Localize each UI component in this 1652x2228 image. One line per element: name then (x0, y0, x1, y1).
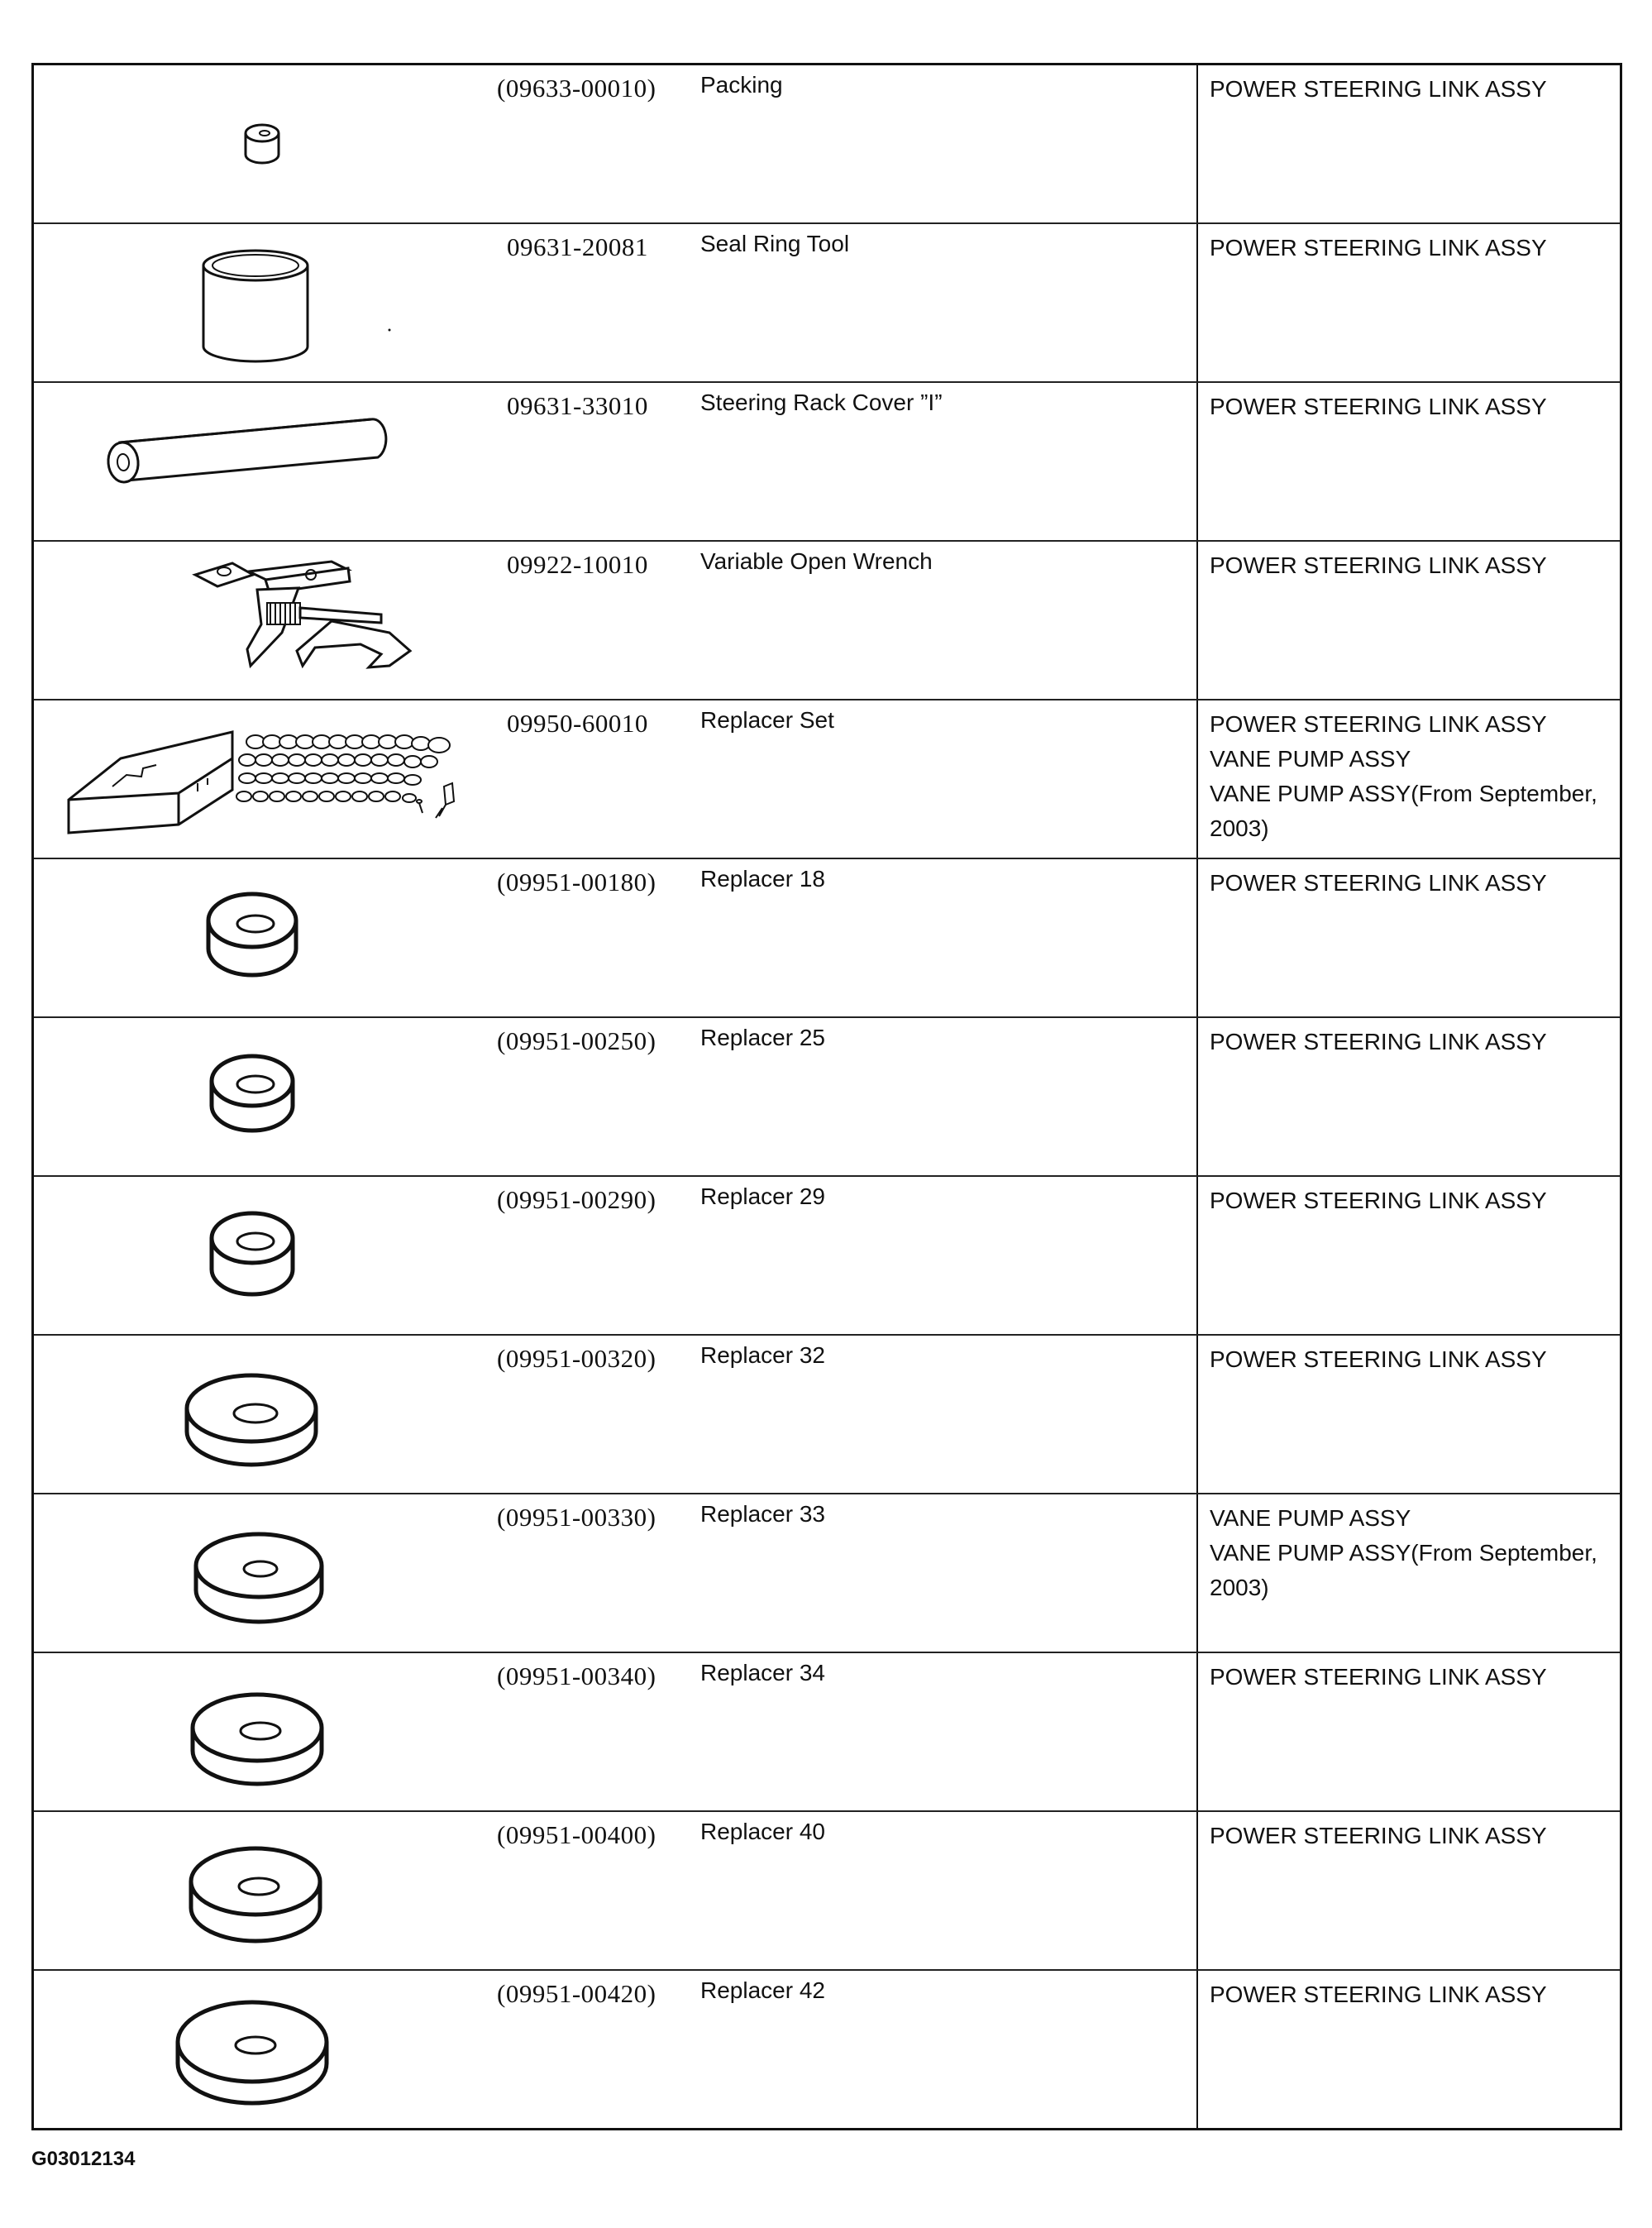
part-number: (09633-00010) (497, 74, 657, 103)
application-list (1210, 1660, 1615, 1695)
application-item: POWER STEERING LINK ASSY (1210, 1029, 1547, 1054)
part-number: 09950-60010 (507, 709, 648, 738)
replacer-ring-icon (34, 1653, 480, 1812)
application-item: POWER STEERING LINK ASSY (1210, 76, 1547, 102)
application-list (1210, 1342, 1615, 1377)
application-list (1210, 866, 1615, 901)
part-number: (09951-00420) (497, 1979, 657, 2008)
replacer-ring-icon (34, 1177, 480, 1336)
application-list (1210, 1025, 1615, 1059)
part-number: (09951-00250) (497, 1026, 657, 1055)
table-row (34, 700, 1620, 859)
table-row (34, 1971, 1620, 2128)
application-item: POWER STEERING LINK ASSY (1210, 1188, 1547, 1213)
application-item: POWER STEERING LINK ASSY (1210, 394, 1547, 419)
application-list (1210, 707, 1615, 846)
tool-name: Replacer 29 (700, 1183, 825, 1209)
table-row (34, 383, 1620, 542)
application-list (1210, 72, 1615, 107)
tool-name: Seal Ring Tool (700, 231, 850, 256)
part-number: (09951-00340) (497, 1661, 657, 1690)
table-row (34, 1018, 1620, 1177)
application-list (1210, 1977, 1615, 2012)
application-item: POWER STEERING LINK ASSY (1210, 1982, 1547, 2007)
replacer-set-icon (34, 700, 480, 859)
tool-name: Replacer 42 (700, 1977, 825, 2003)
application-item: POWER STEERING LINK ASSY (1210, 235, 1547, 261)
packing-icon (34, 65, 480, 224)
application-item: VANE PUMP ASSY (1210, 1505, 1411, 1531)
tool-name: Replacer Set (700, 707, 834, 733)
part-number: (09951-00330) (497, 1503, 657, 1532)
replacer-ring-icon (34, 1971, 480, 2130)
variable-open-wrench-icon (34, 542, 480, 700)
application-item: POWER STEERING LINK ASSY (1210, 1346, 1547, 1372)
table-row (34, 1494, 1620, 1653)
table-row (34, 1336, 1620, 1494)
seal-ring-tool-icon (34, 224, 480, 383)
tool-name: Replacer 40 (700, 1819, 825, 1844)
application-item: POWER STEERING LINK ASSY (1210, 1823, 1547, 1848)
tool-name: Replacer 34 (700, 1660, 825, 1685)
replacer-ring-icon (34, 1812, 480, 1971)
application-list (1210, 548, 1615, 583)
application-list (1210, 390, 1615, 424)
application-list (1210, 1501, 1615, 1605)
application-item: POWER STEERING LINK ASSY (1210, 1664, 1547, 1690)
tool-name: Replacer 25 (700, 1025, 825, 1050)
tool-name: Steering Rack Cover ”I” (700, 390, 943, 415)
application-item: POWER STEERING LINK ASSY (1210, 552, 1547, 578)
table-row (34, 1653, 1620, 1812)
replacer-ring-icon (34, 1494, 480, 1653)
table-row (34, 224, 1620, 383)
replacer-ring-icon (34, 1018, 480, 1177)
tool-name: Replacer 32 (700, 1342, 825, 1368)
part-number: 09922-10010 (507, 550, 648, 579)
part-number: 09631-20081 (507, 232, 648, 261)
application-list (1210, 1183, 1615, 1218)
tool-name: Variable Open Wrench (700, 548, 933, 574)
tool-name: Packing (700, 72, 783, 98)
tool-name: Replacer 33 (700, 1501, 825, 1527)
application-item: POWER STEERING LINK ASSY (1210, 870, 1547, 896)
special-service-tools-table (31, 63, 1622, 2130)
application-list (1210, 1819, 1615, 1853)
table-row (34, 65, 1620, 224)
part-number: (09951-00320) (497, 1344, 657, 1373)
application-item: POWER STEERING LINK ASSY (1210, 711, 1547, 737)
figure-id: G03012134 (31, 2148, 136, 2170)
table-row (34, 859, 1620, 1018)
part-number: (09951-00180) (497, 868, 657, 896)
replacer-ring-icon (34, 1336, 480, 1494)
part-number: (09951-00400) (497, 1820, 657, 1849)
application-item: VANE PUMP ASSY (1210, 746, 1411, 772)
application-item: VANE PUMP ASSY(From September, 2003) (1210, 781, 1597, 841)
table-row (34, 1177, 1620, 1336)
tool-name: Replacer 18 (700, 866, 825, 892)
table-row (34, 1812, 1620, 1971)
part-number: 09631-33010 (507, 391, 648, 420)
replacer-ring-icon (34, 859, 480, 1018)
application-list (1210, 231, 1615, 265)
part-number: (09951-00290) (497, 1185, 657, 1214)
steering-rack-cover-icon (34, 383, 480, 542)
application-item: VANE PUMP ASSY(From September, 2003) (1210, 1540, 1597, 1600)
table-row (34, 542, 1620, 700)
